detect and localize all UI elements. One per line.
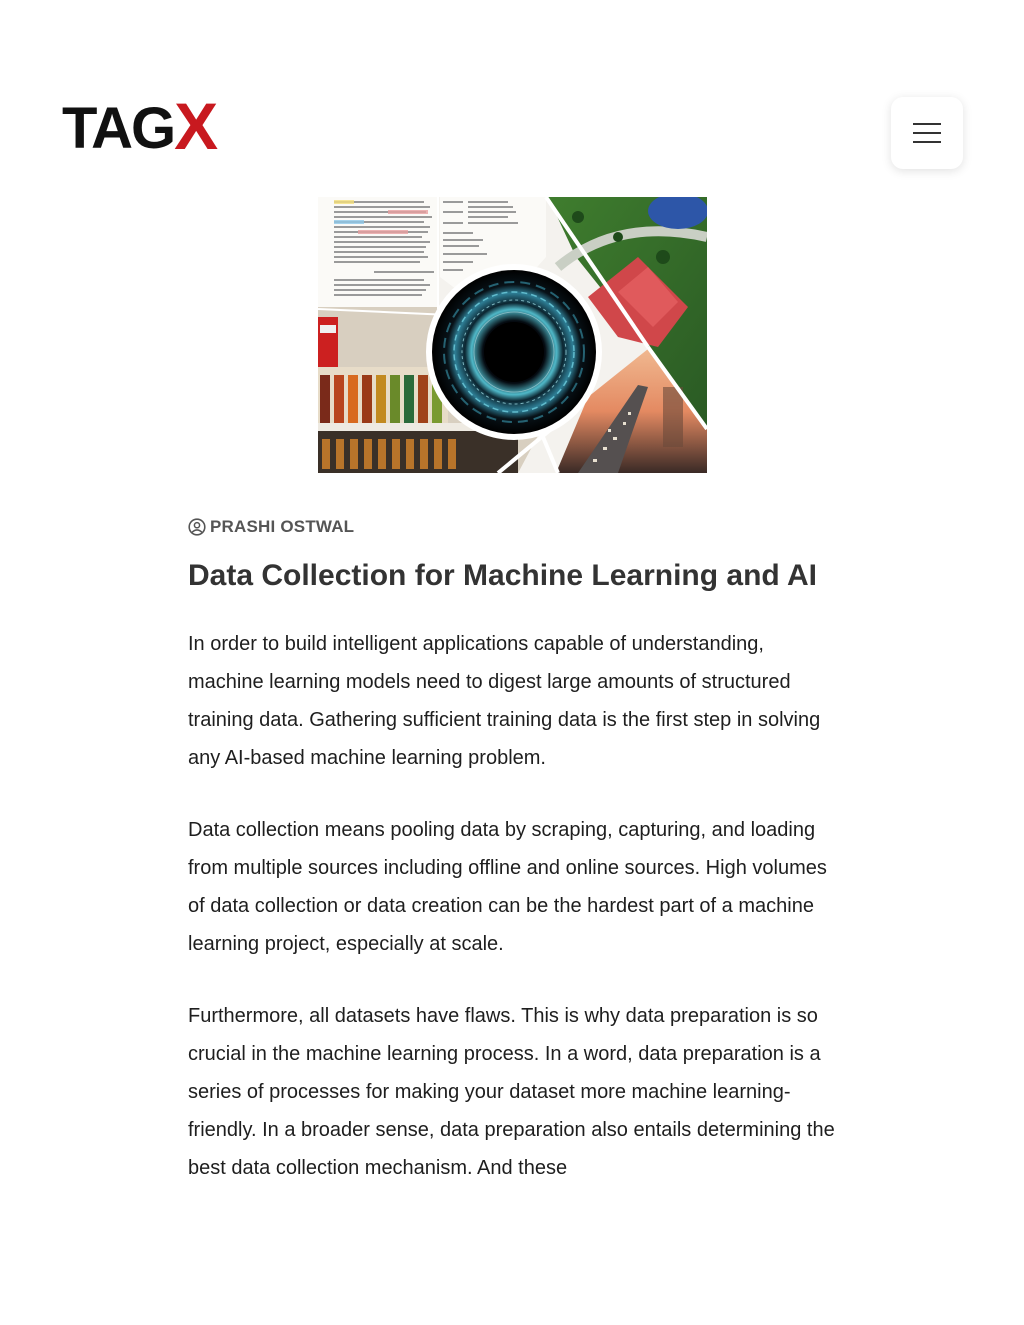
article-title: Data Collection for Machine Learning and AI	[188, 559, 817, 592]
site-header	[0, 0, 1024, 180]
article	[188, 515, 836, 1187]
tagx-logo[interactable]	[62, 89, 217, 163]
author-name: PRASHI OSTWAL	[210, 517, 355, 536]
author-byline[interactable]	[188, 515, 836, 539]
collage-image	[318, 197, 707, 473]
logo-accent: X	[174, 89, 217, 163]
article-paragraph: In order to build intelligent applications capable of understanding, machine learning models need to digest large amounts of structured training data. Gathering sufficient training data is the first step in solving any AI-based machine learning problem.	[188, 633, 821, 769]
hero-image	[318, 197, 707, 473]
user-circle-icon	[188, 518, 206, 536]
logo-text: TAG	[62, 96, 175, 161]
article-paragraph: Furthermore, all datasets have flaws. This is why data preparation is so crucial in the machine learning process. In a word, data preparation is a series of processes for making your dataset more machine learning-friendly. In a broader sense, data preparation also entails determining the best data collection mechanism. And these	[188, 1005, 835, 1179]
menu-button[interactable]	[891, 97, 963, 169]
hamburger-menu-icon	[912, 121, 942, 145]
article-paragraph: Data collection means pooling data by scraping, capturing, and loading from multiple sources including offline and online sources. High volumes of data collection or data creation can be the hardest part of a machine learning project, especially at scale.	[188, 819, 827, 955]
